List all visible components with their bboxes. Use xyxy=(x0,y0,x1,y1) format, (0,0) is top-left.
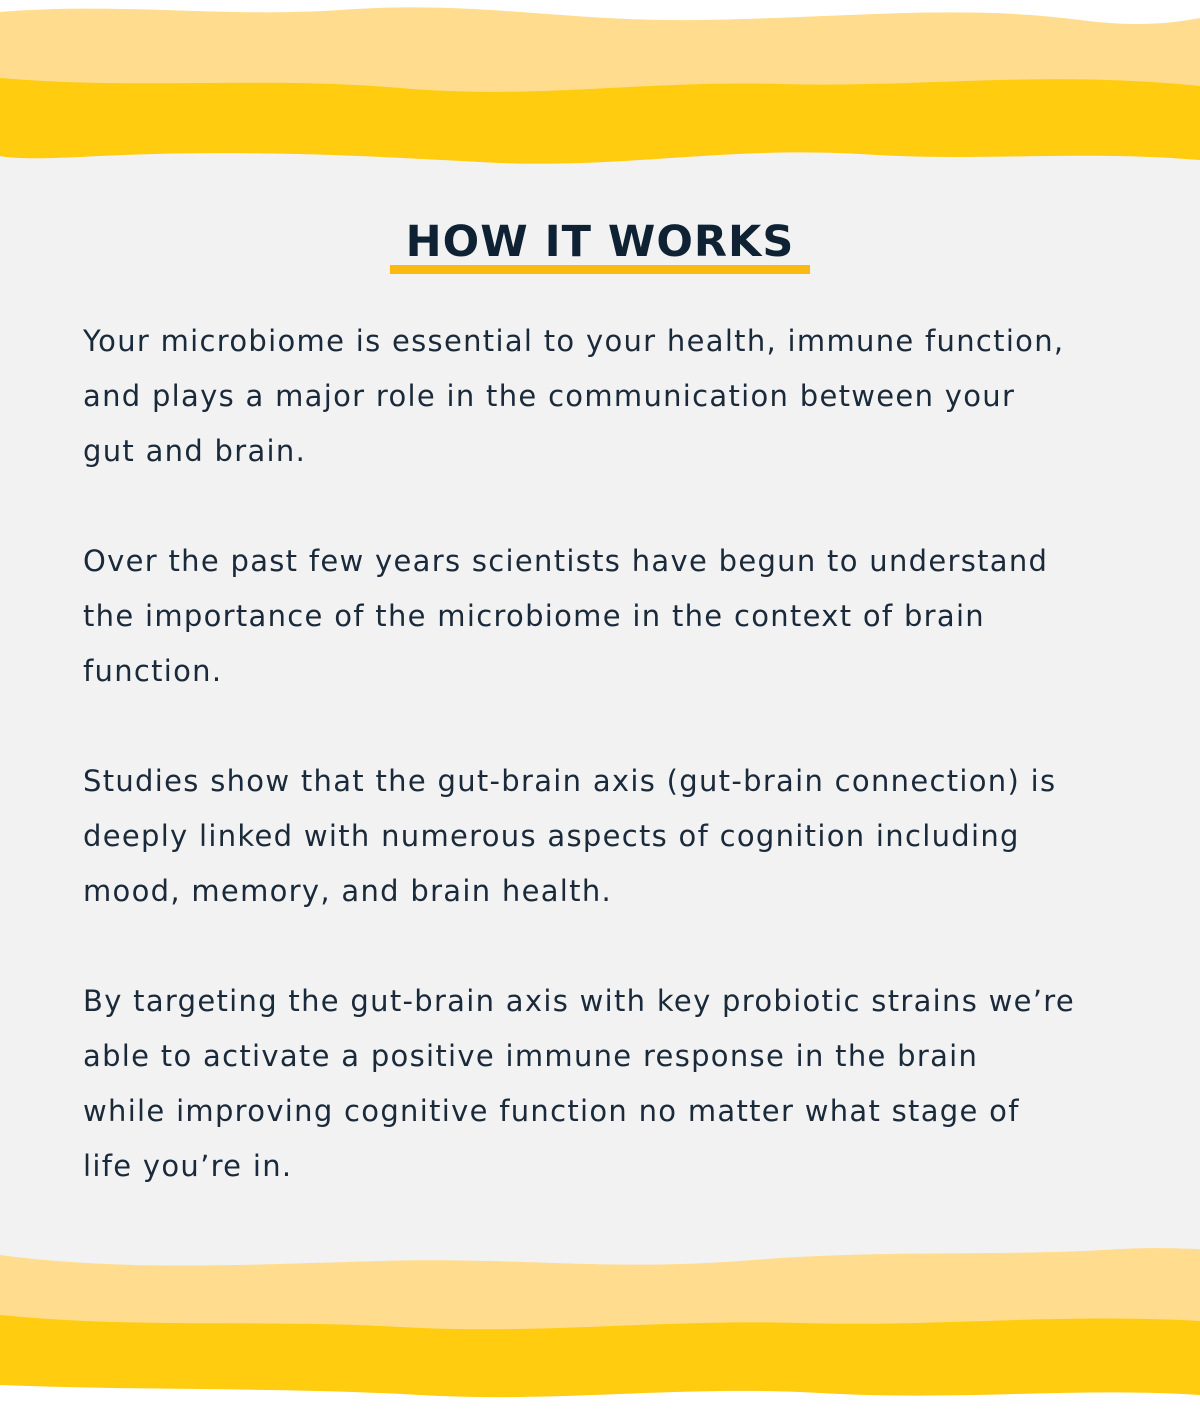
top-wave-decoration xyxy=(0,0,1200,175)
bottom-wave-dark xyxy=(0,1315,1200,1397)
paragraph-microbiome: Your microbiome is essential to your health, immune function, and plays a major role in the communication between your gut and brain. xyxy=(83,324,1065,468)
top-wave-dark xyxy=(0,78,1200,164)
paragraph-gut-brain-axis: Studies show that the gut-brain axis (gut-brain connection) is deeply linked with numerous aspects of cognition including mood, memory, and brain health. xyxy=(83,764,1057,908)
paragraph-probiotic-strains: By targeting the gut-brain axis with key probiotic strains we’re able to activate a positive immune response in the brain while improving cognitive function no matter what stage of life you’re in. xyxy=(83,984,1076,1183)
section-heading xyxy=(390,212,811,272)
bottom-wave-decoration xyxy=(0,1235,1200,1421)
heading-container xyxy=(0,212,1200,272)
section-heading-text: HOW IT WORKS xyxy=(405,217,795,267)
body-content xyxy=(83,314,1133,1249)
paragraph-research: Over the past few years scientists have begun to understand the importance of the microbiome in the context of brain function. xyxy=(83,544,1049,688)
